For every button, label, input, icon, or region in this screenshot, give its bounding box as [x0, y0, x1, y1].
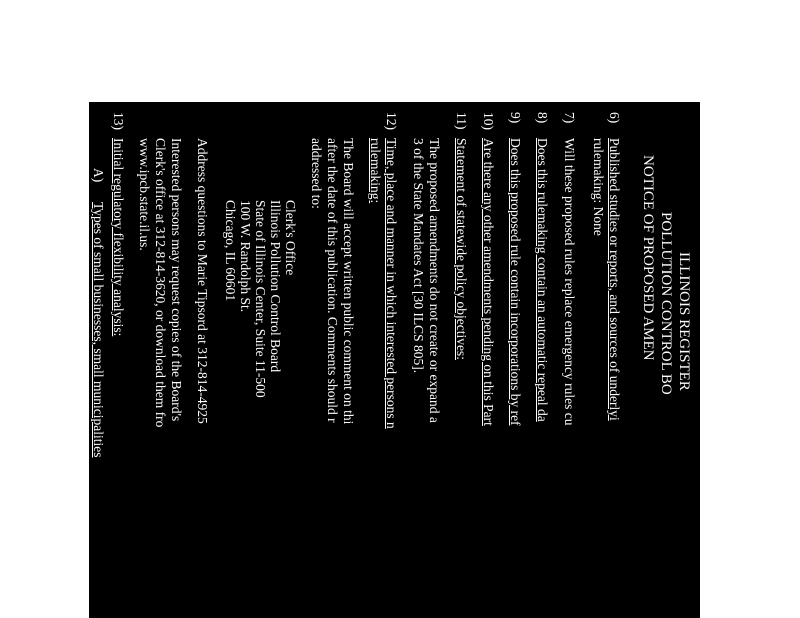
item-12-body-3: addressed to: — [309, 138, 324, 209]
item-7-text: Will these proposed rules replace emergency rules cu — [562, 138, 577, 426]
item-12-title-1: Time, place and manner in which interested persons n — [384, 138, 399, 429]
item-7-number: 7) — [562, 112, 577, 124]
item-6-number: 6) — [607, 112, 622, 124]
address-line-2: Illinois Pollution Control Board — [268, 200, 283, 373]
address-line-1: Clerk's Office — [283, 200, 298, 276]
item-11-body-1: The proposed amendments do not create or expand a — [427, 138, 442, 423]
notice-title: NOTICE OF PROPOSED AMEN — [640, 155, 656, 361]
item-11-title: Statement of statewide policy objectives: — [454, 138, 469, 360]
item-6-text-2: rulemaking: None — [591, 138, 606, 236]
interested-line-1: Interested persons may request copies of the Board's — [169, 138, 184, 422]
item-9-number: 9) — [508, 112, 523, 124]
item-11-body-2: 3 of the State Mandates Act [30 ILCS 805]. — [411, 138, 426, 374]
item-9-text: Does this proposed rule contain incorporations by ref — [508, 138, 523, 426]
item-12-number: 12) — [384, 112, 399, 130]
item-8-number: 8) — [535, 112, 550, 124]
item-11-number: 11) — [454, 112, 469, 130]
item-8-text: Does this rulemaking contain an automatic repeal da — [535, 138, 550, 422]
address-line-5: Chicago, IL 60601 — [223, 200, 238, 302]
questions-line: Address questions to Marie Tipsord at 312-814-4925 — [195, 138, 210, 424]
interested-line-2: Clerk's office at 312-814-3620, or download them fro — [153, 138, 168, 428]
address-line-3: State of Illinois Center, Suite 11-500 — [253, 200, 268, 398]
item-12-body-1: The Board will accept written public comment on thi — [341, 138, 356, 425]
item-12-title-2: rulemaking: — [368, 138, 383, 204]
item-6-text: Published studies or reports, and sources of underlyi — [607, 138, 622, 421]
board-title: POLLUTION CONTROL BO — [658, 212, 674, 395]
scanned-page — [75, 102, 700, 618]
item-10-text: Are there any other amendments pending on this Part — [481, 138, 496, 426]
rotated-document — [75, 102, 700, 618]
item-10-number: 10) — [481, 112, 496, 130]
item-13-title: Initial regulatory flexibility analysis: — [111, 138, 126, 337]
item-13-sub-line-2: affected: This rulemaking will not impact any — [75, 202, 90, 449]
item-12-body-2: after the date of this publication. Comments should r — [325, 138, 340, 423]
register-header: ILLINOIS REGISTER — [676, 252, 692, 391]
item-13-sub-line-1: Types of small businesses, small municipalities — [91, 202, 106, 458]
interested-line-3: www.ipcb.state.il.us. — [137, 138, 152, 251]
item-13-number: 13) — [111, 112, 126, 130]
item-13-sub-label: A) — [91, 168, 106, 183]
address-line-4: 100 W. Randolph St. — [238, 200, 253, 313]
